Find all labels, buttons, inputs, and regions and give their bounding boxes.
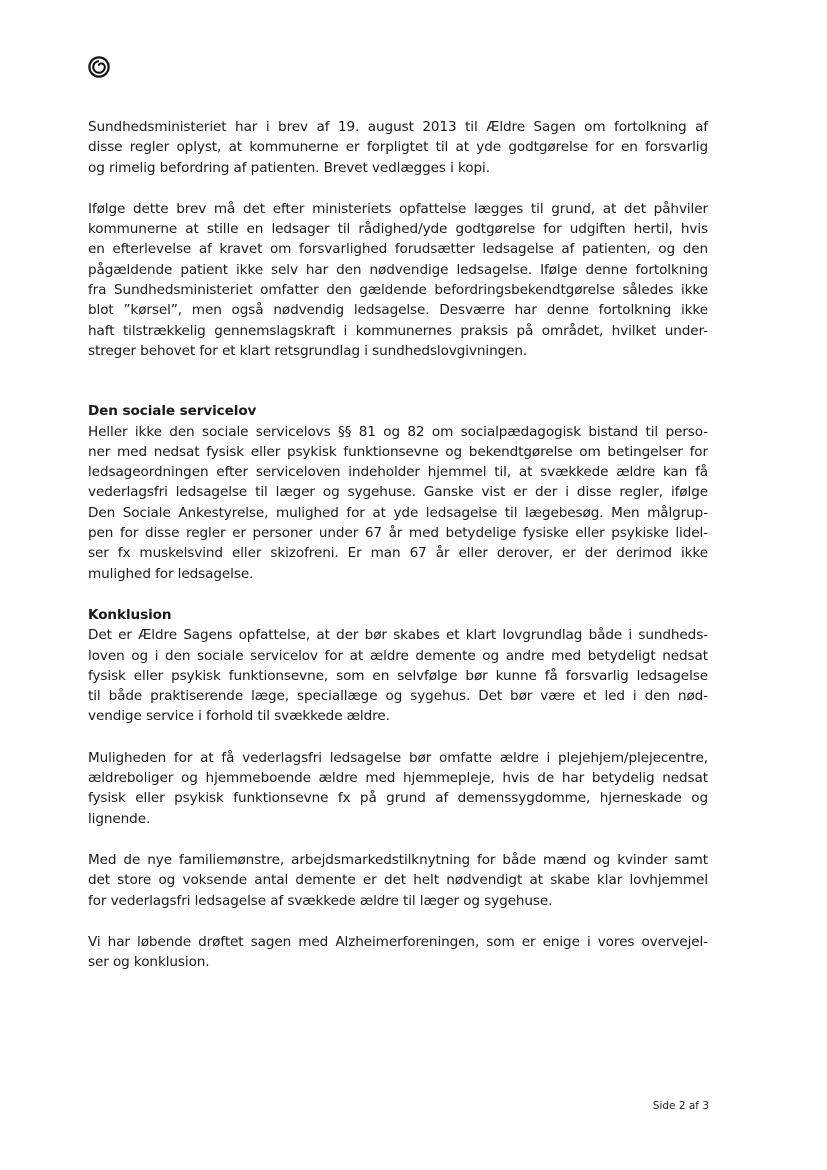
text-line: en efterlevelse af kravet om forsvarlighed forudsætter ledsagelse af patienten, og den	[88, 241, 708, 258]
paragraph-social-service-act	[88, 422, 708, 584]
paragraph-alzheimer	[88, 932, 708, 973]
text-line: ser og konklusion.	[88, 954, 210, 971]
text-line: Med de nye familiemønstre, arbejdsmarkedstilknytning for både mænd og kvinder samt	[88, 851, 708, 868]
text-line: pen for disse regler er personer under 67 år med betydelige fysiske eller psykiske lidel-	[88, 525, 708, 542]
text-line: Ifølge dette brev må det efter ministeriets opfattelse lægges til grund, at det påhviler	[88, 200, 708, 217]
text-line: mulighed for ledsagelse.	[88, 565, 254, 582]
text-line: Muligheden for at få vederlagsfri ledsagelse bør omfatte ældre i plejehjem/plejecentre,	[88, 749, 708, 766]
text-line: blot ”kørsel”, men også nødvendig ledsagelse. Desværre har denne fortolkning ikke	[88, 302, 708, 319]
text-line: fra Sundhedsministeriet omfatter den gældende befordringsbekendtgørelse således ikke	[88, 282, 708, 299]
text-line: det store og voksende antal demente er det helt nødvendigt at skabe klar lovhjemmel	[88, 872, 708, 889]
paragraph-conclusion	[88, 625, 708, 726]
letter-body	[88, 117, 708, 972]
paragraph-interpretation	[88, 199, 708, 361]
paragraph-family-patterns	[88, 850, 708, 911]
text-line: haft tilstrækkelig gennemslagskraft i kommunernes praksis på området, hvilket under-	[88, 322, 708, 339]
text-line: vederlagsfri ledsagelse til læger og sygehuse. Ganske vist er der i disse regler, ifølge	[88, 484, 708, 501]
text-line: lignende.	[88, 810, 151, 827]
text-line: til både praktiserende læge, speciallæge og sygehus. Det bør være et led i den nød-	[88, 688, 708, 705]
heading-conclusion: Konklusion	[88, 606, 172, 623]
text-line: ner med nedsat fysisk eller psykisk funktionsevne og bekendtgørelse om betingelser for	[88, 443, 708, 460]
text-line: pågældende patient ikke selv har den nødvendige ledsagelse. Ifølge denne fortolkning	[88, 261, 708, 278]
paragraph-eligibility	[88, 748, 708, 829]
paragraph-ministry-letter	[88, 117, 708, 178]
text-line: ledsageordningen efter serviceloven indeholder hjemmel til, at svækkede ældre kan få	[88, 464, 708, 481]
spiral-logo-icon	[88, 56, 110, 78]
text-line: Vi har løbende drøftet sagen med Alzheimerforeningen, som er enige i vores overvejel-	[88, 933, 708, 950]
text-line: disse regler oplyst, at kommunerne er forpligtet til at yde godtgørelse for en forsvarlig	[88, 139, 708, 156]
text-line: vendige service i forhold til svækkede ældre.	[88, 708, 390, 725]
text-line: Den Sociale Ankestyrelse, mulighed for at yde ledsagelse til lægebesøg. Men målgrup-	[88, 504, 708, 521]
text-line: Det er Ældre Sagens opfattelse, at der bør skabes et klart lovgrundlag både i sundheds-	[88, 627, 708, 644]
text-line: og rimelig befordring af patienten. Brevet vedlægges i kopi.	[88, 159, 490, 176]
text-line: kommunerne at stille en ledsager til rådighed/yde godtgørelse for udgiften hertil, hvis	[88, 221, 708, 238]
heading-social-service-act: Den sociale servicelov	[88, 403, 257, 420]
text-line: streger behovet for et klart retsgrundlag i sundhedslovgivningen.	[88, 342, 528, 359]
text-line: for vederlagsfri ledsagelse af svækkede ældre til læger og sygehuse.	[88, 892, 553, 909]
text-line: ser fx muskelsvind eller skizofreni. Er man 67 år eller derover, er der derimod ikke	[88, 545, 708, 562]
text-line: Heller ikke den sociale servicelovs §§ 81 og 82 om socialpædagogisk bistand til perso-	[88, 423, 708, 440]
text-line: fysisk eller psykisk funktionsevne fx på grund af demenssygdomme, hjerneskade og	[88, 790, 708, 807]
text-line: loven og i den sociale servicelov for at ældre demente og andre med betydeligt nedsat	[88, 647, 708, 664]
text-line: Sundhedsministeriet har i brev af 19. august 2013 til Ældre Sagen om fortolkning af	[88, 119, 708, 135]
page-number: Side 2 af 3	[652, 1100, 709, 1112]
text-line: fysisk eller psykisk funktionsevne, som en selvfølge bør kunne få forsvarlig ledsagelse	[88, 667, 708, 684]
text-line: ældreboliger og hjemmeboende ældre med hjemmepleje, hvis de har betydelig nedsat	[88, 770, 708, 787]
